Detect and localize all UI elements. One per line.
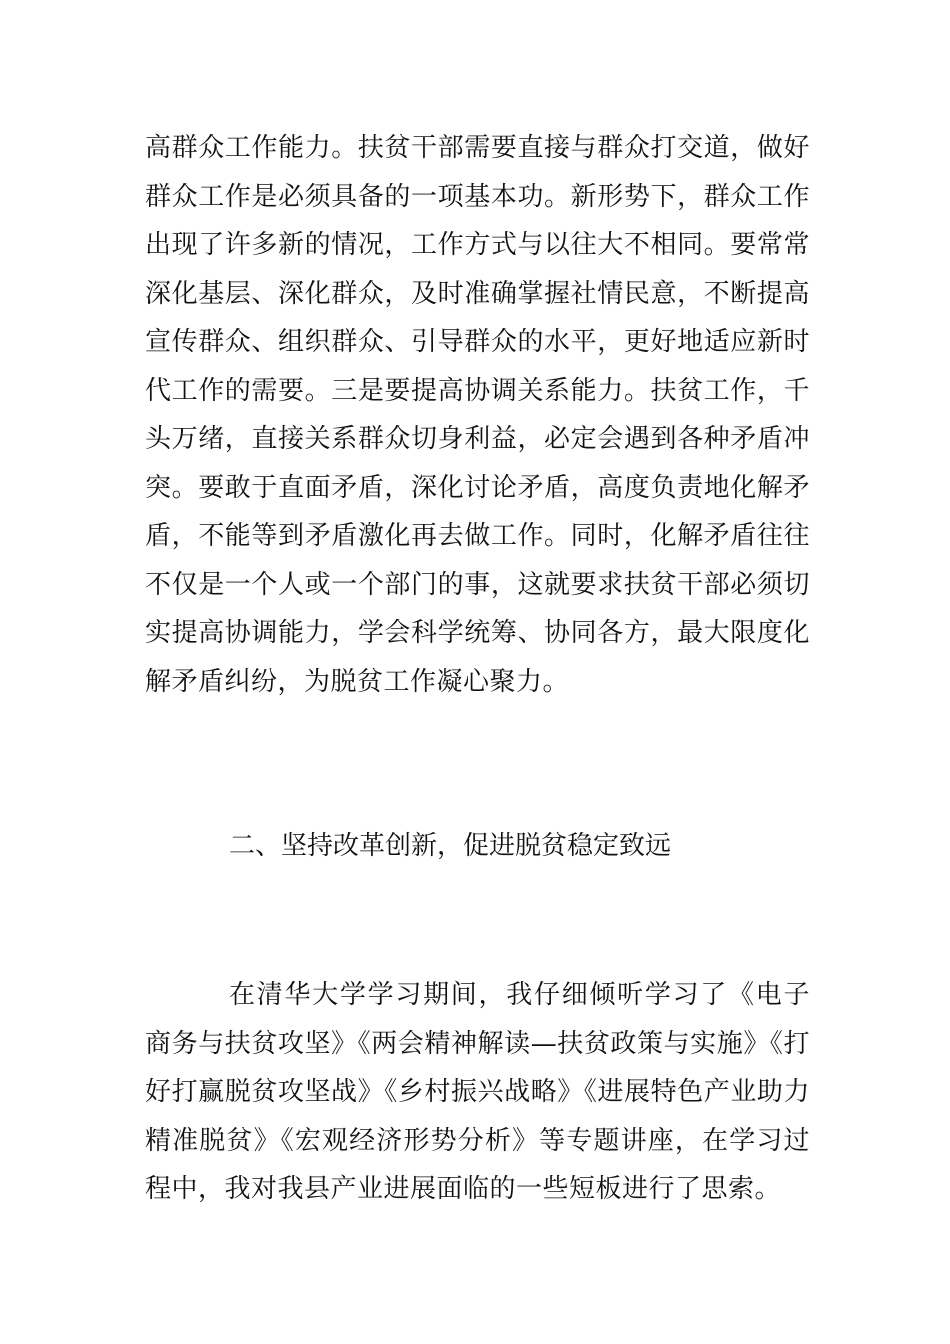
body-paragraph-1: 高群众工作能力。扶贫干部需要直接与群众打交道，做好群众工作是必须具备的一项基本功。新形势下，群众工作出现了许多新的情况，工作方式与以往大不相同。要常常深化基层、深化群众，及时准确掌握社情民意，不断提高宣传群众、组织群众、引导群众的水平，更好地适应新时代工作的需要。三是要提高协调关系能力。扶贫工作，千头万绪，直接关系群众切身利益，必定会遇到各种矛盾冲突。要敢于直面矛盾，深化讨论矛盾，高度负责地化解矛盾，不能等到矛盾激化再去做工作。同时，化解矛盾往往不仅是一个人或一个部门的事，这就要求扶贫干部必须切实提高协调能力，学会科学统筹、协同各方，最大限度化解矛盾纠纷，为脱贫工作凝心聚力。 xyxy=(145,133,810,697)
section-heading: 二、坚持改革创新，促进脱贫稳定致远 xyxy=(229,831,672,861)
body-paragraph-2: 在清华大学学习期间，我仔细倾听学习了《电子商务与扶贫攻坚》《两会精神解读—扶贫政策与实施》《打好打赢脱贫攻坚战》《乡村振兴战略》《进展特色产业助力精准脱贫》《宏观经济形势分析》等专题讲座，在学习过程中，我对我县产业进展面临的一些短板进行了思索。 xyxy=(145,980,810,1204)
